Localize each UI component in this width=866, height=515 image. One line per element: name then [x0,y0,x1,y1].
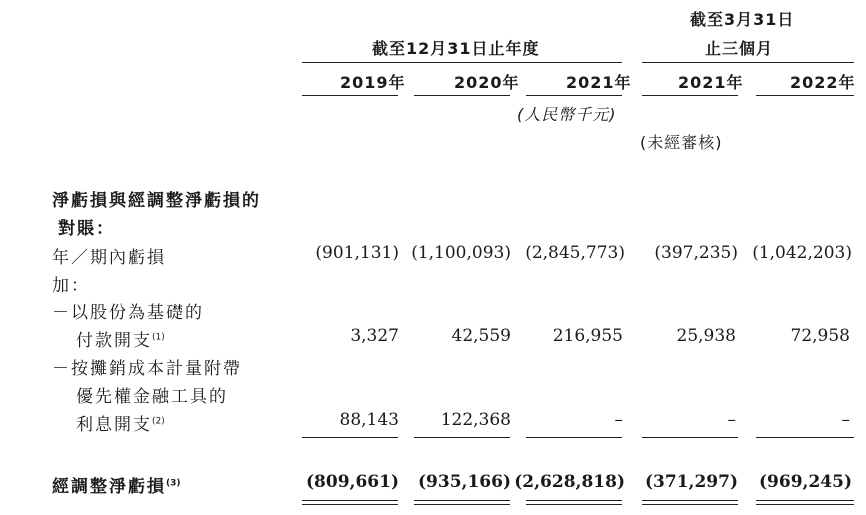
subtotal-rule-2020 [414,437,510,438]
column-rule-q1-2021 [642,95,738,96]
quarter-group-title-line1: 截至3月31日 [690,10,795,29]
column-header-q1-2022: 2022年 [790,73,856,92]
interest-footnote: (2) [152,416,165,427]
adjusted-2019: (809,661) [306,472,399,492]
subtotal-rule-q1-2021 [642,437,738,438]
interest-q1-2022: – [841,410,850,430]
quarter-group-title-line2: 止三個月 [705,39,774,58]
adjusted-label: 經調整淨虧損$^{(3)}$ [52,477,181,497]
double-rule-q1-2022 [756,500,854,505]
net-loss-2021: (2,845,773) [525,243,625,263]
interest-2021: – [614,410,623,430]
net-loss-q1-2022: (1,042,203) [752,243,852,263]
column-header-q1-2021: 2021年 [678,73,744,92]
adjusted-2021: (2,628,818) [514,472,625,492]
adjusted-2020: (935,166) [418,472,511,492]
year-group-title: 截至12月31日止年度 [372,39,540,58]
double-rule-2021 [526,500,622,505]
interest-2020: 122,368 [440,410,511,430]
net-loss-q1-2021: (397,235) [654,243,738,263]
column-rule-2020 [414,95,510,96]
interest-label-line3: 利息開支$^{(2)}$ [76,415,165,435]
sbc-label-line2: 付款開支$^{(1)}$ [76,331,165,351]
unit-note: (人民幣千元) [517,105,617,124]
sbc-2020: 42,559 [451,326,511,346]
year-group-rule [302,62,622,63]
sbc-q1-2022: 72,958 [790,326,850,346]
net-loss-2019: (901,131) [315,243,399,263]
adjusted-q1-2022: (969,245) [759,472,852,492]
column-rule-q1-2022 [756,95,854,96]
double-rule-2020 [414,500,510,505]
net-loss-2020: (1,100,093) [411,243,511,263]
adjusted-footnote: (3) [166,478,181,489]
section-title-line1: 淨虧損與經調整淨虧損的 [52,191,261,211]
add-label: 加： [52,276,90,296]
interest-q1-2021: – [727,410,736,430]
net-loss-label: 年／期內虧損 [52,248,166,268]
sbc-2019: 3,327 [350,326,399,346]
double-rule-2019 [302,500,398,505]
sbc-label-line1: －以股份為基礎的 [52,303,204,323]
subtotal-rule-q1-2022 [756,437,854,438]
subtotal-rule-2021 [526,437,622,438]
double-rule-q1-2021 [642,500,738,505]
interest-2019: 88,143 [339,410,399,430]
sbc-2021: 216,955 [552,326,623,346]
interest-label-line1: －按攤銷成本計量附帶 [52,359,242,379]
column-header-2019: 2019年 [340,73,406,92]
column-header-2021: 2021年 [566,73,632,92]
unaudited-note: (未經審核) [640,133,723,152]
subtotal-rule-2019 [302,437,398,438]
sbc-footnote: (1) [152,332,165,343]
column-rule-2019 [302,95,398,96]
quarter-group-rule [642,62,854,63]
interest-label-line2: 優先權金融工具的 [76,387,228,407]
section-title-line2: 對賬： [58,219,115,239]
sbc-q1-2021: 25,938 [676,326,736,346]
column-rule-2021 [526,95,622,96]
column-header-2020: 2020年 [454,73,520,92]
adjusted-q1-2021: (371,297) [645,472,738,492]
